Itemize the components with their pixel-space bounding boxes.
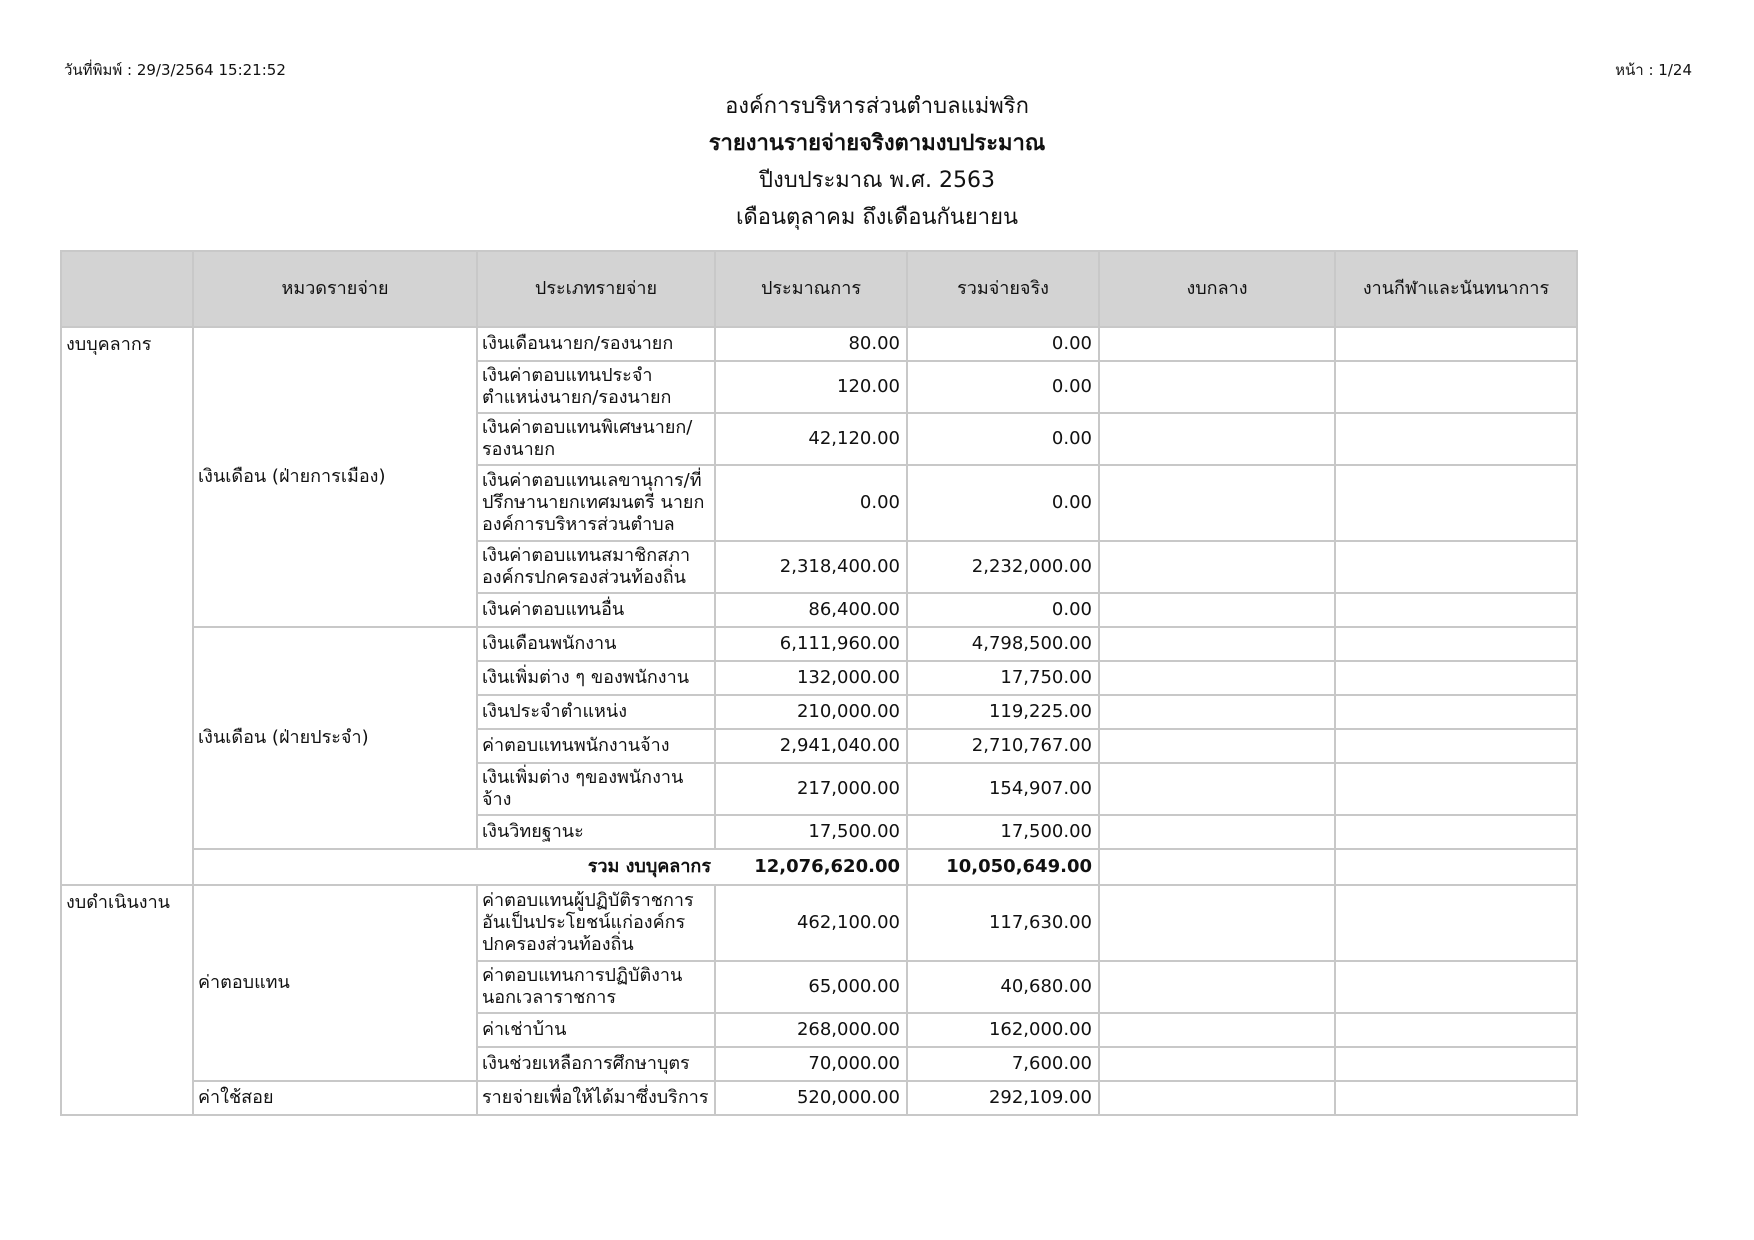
row-central [1099, 593, 1335, 627]
row-sports [1335, 1081, 1577, 1115]
row-type: ค่าตอบแทนการปฏิบัติงานนอกเวลาราชการ [477, 961, 715, 1013]
row-central [1099, 541, 1335, 593]
row-budget: 132,000.00 [715, 661, 907, 695]
page-number: หน้า : 1/24 [1615, 61, 1692, 79]
row-budget: 0.00 [715, 465, 907, 541]
group-personnel: งบบุคลากร [61, 327, 193, 885]
row-actual: 40,680.00 [907, 961, 1099, 1013]
row-budget: 268,000.00 [715, 1013, 907, 1047]
row-actual: 0.00 [907, 327, 1099, 361]
row-central [1099, 413, 1335, 465]
row-actual: 162,000.00 [907, 1013, 1099, 1047]
report-title: รายงานรายจ่ายจริงตามงบประมาณ [708, 131, 1046, 156]
row-central [1099, 465, 1335, 541]
row-type: เงินช่วยเหลือการศึกษาบุตร [477, 1047, 715, 1081]
table-row [61, 627, 1577, 661]
row-type: เงินเดือนพนักงาน [477, 627, 715, 661]
total-actual: 10,050,649.00 [907, 849, 1099, 885]
row-budget: 2,941,040.00 [715, 729, 907, 763]
row-budget: 520,000.00 [715, 1081, 907, 1115]
row-type: เงินเดือนนายก/รองนายก [477, 327, 715, 361]
row-actual: 0.00 [907, 361, 1099, 413]
col-header-central: งบกลาง [1099, 251, 1335, 327]
row-budget: 6,111,960.00 [715, 627, 907, 661]
col-header-budget: ประมาณการ [715, 251, 907, 327]
row-sports [1335, 465, 1577, 541]
col-header-actual: รวมจ่ายจริง [907, 251, 1099, 327]
row-central [1099, 961, 1335, 1013]
org-name: องค์การบริหารส่วนตำบลแม่พริก [725, 94, 1029, 119]
row-type: เงินค่าตอบแทนพิเศษนายก/รองนายก [477, 413, 715, 465]
report-titles [0, 88, 1754, 236]
row-actual: 2,232,000.00 [907, 541, 1099, 593]
row-central [1099, 815, 1335, 849]
table-row [61, 1081, 1577, 1115]
col-header-group [61, 251, 193, 327]
row-sports [1335, 885, 1577, 961]
row-central [1099, 695, 1335, 729]
col-header-sports: งานกีฬาและนันทนาการ [1335, 251, 1577, 327]
row-budget: 86,400.00 [715, 593, 907, 627]
row-budget: 80.00 [715, 327, 907, 361]
row-central [1099, 729, 1335, 763]
row-type: ค่าตอบแทนผู้ปฏิบัติราชการอันเป็นประโยชน์แก่องค์กรปกครองส่วนท้องถิ่น [477, 885, 715, 961]
row-type: เงินค่าตอบแทนประจำตำแหน่งนายก/รองนายก [477, 361, 715, 413]
row-budget: 65,000.00 [715, 961, 907, 1013]
row-central [1099, 885, 1335, 961]
row-type: เงินค่าตอบแทนเลขานุการ/ที่ปรึกษานายกเทศมนตรี นายกองค์การบริหารส่วนตำบล [477, 465, 715, 541]
row-type: ค่าเช่าบ้าน [477, 1013, 715, 1047]
row-sports [1335, 1047, 1577, 1081]
row-sports [1335, 763, 1577, 815]
row-sports [1335, 327, 1577, 361]
row-actual: 0.00 [907, 593, 1099, 627]
category-salary-political: เงินเดือน (ฝ่ายการเมือง) [193, 327, 477, 627]
row-sports [1335, 593, 1577, 627]
row-actual: 7,600.00 [907, 1047, 1099, 1081]
row-sports [1335, 729, 1577, 763]
row-sports [1335, 695, 1577, 729]
category-compensation: ค่าตอบแทน [193, 885, 477, 1081]
row-sports [1335, 815, 1577, 849]
expense-table [60, 250, 1578, 1116]
report-period: เดือนตุลาคม ถึงเดือนกันยายน [735, 205, 1019, 230]
row-budget: 2,318,400.00 [715, 541, 907, 593]
group-operations: งบดำเนินงาน [61, 885, 193, 1115]
total-central [1099, 849, 1335, 885]
row-type: เงินวิทยฐานะ [477, 815, 715, 849]
print-date: วันที่พิมพ์ : 29/3/2564 15:21:52 [64, 61, 286, 79]
row-actual: 119,225.00 [907, 695, 1099, 729]
row-actual: 4,798,500.00 [907, 627, 1099, 661]
col-header-category: หมวดรายจ่าย [193, 251, 477, 327]
row-budget: 70,000.00 [715, 1047, 907, 1081]
fiscal-year: ปีงบประมาณ พ.ศ. 2563 [759, 168, 995, 193]
row-actual: 0.00 [907, 465, 1099, 541]
row-sports [1335, 413, 1577, 465]
row-actual: 292,109.00 [907, 1081, 1099, 1115]
row-central [1099, 327, 1335, 361]
row-budget: 217,000.00 [715, 763, 907, 815]
row-central [1099, 763, 1335, 815]
total-budget: 12,076,620.00 [715, 849, 907, 885]
row-actual: 117,630.00 [907, 885, 1099, 961]
row-type: รายจ่ายเพื่อให้ได้มาซึ่งบริการ [477, 1081, 715, 1115]
row-budget: 462,100.00 [715, 885, 907, 961]
row-budget: 17,500.00 [715, 815, 907, 849]
row-central [1099, 1081, 1335, 1115]
total-row-personnel [61, 849, 1577, 885]
row-type: เงินประจำตำแหน่ง [477, 695, 715, 729]
row-sports [1335, 361, 1577, 413]
row-type: เงินค่าตอบแทนสมาชิกสภาองค์กรปกครองส่วนท้องถิ่น [477, 541, 715, 593]
row-sports [1335, 627, 1577, 661]
row-budget: 42,120.00 [715, 413, 907, 465]
row-type: ค่าตอบแทนพนักงานจ้าง [477, 729, 715, 763]
row-central [1099, 361, 1335, 413]
row-central [1099, 661, 1335, 695]
total-label: รวม งบบุคลากร [193, 849, 715, 885]
row-budget: 120.00 [715, 361, 907, 413]
col-header-type: ประเภทรายจ่าย [477, 251, 715, 327]
total-sports [1335, 849, 1577, 885]
row-sports [1335, 961, 1577, 1013]
row-actual: 0.00 [907, 413, 1099, 465]
row-actual: 17,750.00 [907, 661, 1099, 695]
category-expenses: ค่าใช้สอย [193, 1081, 477, 1115]
category-salary-regular: เงินเดือน (ฝ่ายประจำ) [193, 627, 477, 849]
row-actual: 2,710,767.00 [907, 729, 1099, 763]
table-row [61, 885, 1577, 961]
row-sports [1335, 541, 1577, 593]
row-type: เงินเพิ่มต่าง ๆของพนักงานจ้าง [477, 763, 715, 815]
row-central [1099, 1047, 1335, 1081]
row-actual: 17,500.00 [907, 815, 1099, 849]
row-central [1099, 627, 1335, 661]
table-row [61, 327, 1577, 361]
row-sports [1335, 661, 1577, 695]
row-actual: 154,907.00 [907, 763, 1099, 815]
table-header-row [61, 251, 1577, 327]
row-sports [1335, 1013, 1577, 1047]
row-type: เงินเพิ่มต่าง ๆ ของพนักงาน [477, 661, 715, 695]
row-central [1099, 1013, 1335, 1047]
row-type: เงินค่าตอบแทนอื่น [477, 593, 715, 627]
row-budget: 210,000.00 [715, 695, 907, 729]
